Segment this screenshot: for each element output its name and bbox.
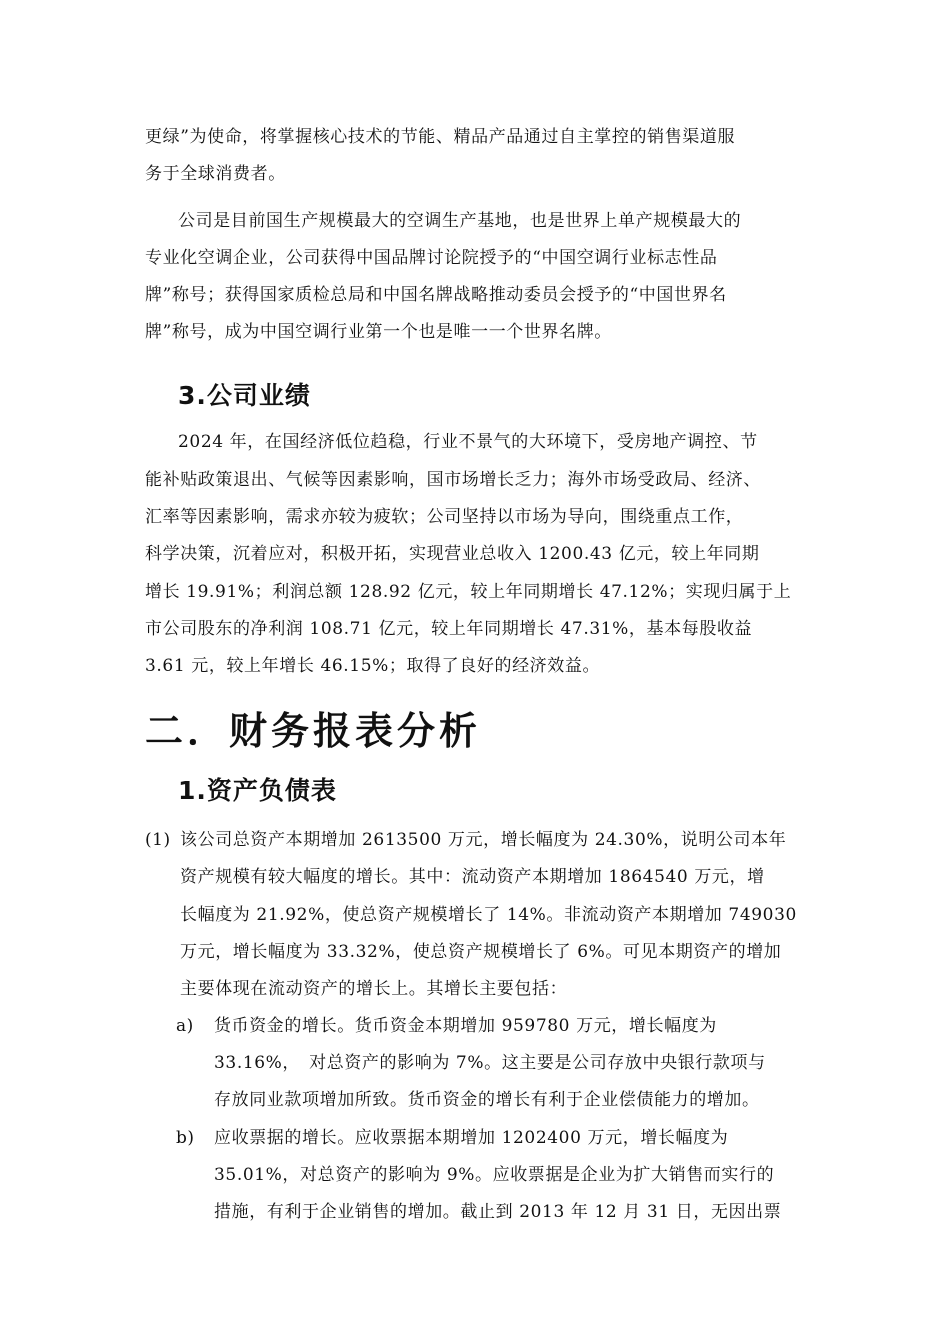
performance-line: 3.61 元，较上年增长 46.15%；取得了良好的经济效益。 [145, 656, 601, 676]
performance-line: 2024 年，在国经济低位趋稳，行业不景气的大环境下，受房地产调控、节 [178, 432, 758, 452]
performance-line: 增长 19.91%；利润总额 128.92 亿元，较上年同期增长 47.12%；实现归属于上 [145, 582, 792, 602]
intro-line: 务于全球消费者。 [145, 164, 286, 184]
performance-line: 能补贴政策退出、气候等因素影响，国市场增长乏力；海外市场受政局、经济、 [145, 470, 761, 490]
balance-item-line: 长幅度为 21.92%，使总资产规模增长了 14%。非流动资产本期增加 749030 [180, 905, 797, 925]
section-heading-balance-sheet: 1.资产负债表 [178, 776, 337, 805]
balance-item-line: 万元，增长幅度为 33.32%，使总资产规模增长了 6%。可见本期资产的增加 [180, 942, 782, 962]
sub-item-b-line: 措施，有利于企业销售的增加。截止到 2013 年 12 月 31 日，无因出票 [214, 1202, 782, 1222]
sub-item-a-line: 货币资金的增长。货币资金本期增加 959780 万元，增长幅度为 [214, 1016, 717, 1036]
list-marker: (1) [145, 830, 171, 850]
sub-item-a-line: 存放同业款项增加所致。货币资金的增长有利于企业偿债能力的增加。 [214, 1090, 760, 1110]
company-para-line: 公司是目前国生产规模最大的空调生产基地，也是世界上单产规模最大的 [178, 211, 742, 231]
intro-line: 更绿”为使命，将掌握核心技术的节能、精品产品通过自主掌控的销售渠道服 [145, 127, 736, 147]
sub-item-b-line: 应收票据的增长。应收票据本期增加 1202400 万元，增长幅度为 [214, 1128, 729, 1148]
sub-list-marker: a) [176, 1016, 194, 1036]
performance-line: 市公司股东的净利润 108.71 亿元，较上年同期增长 47.31%，基本每股收益 [145, 619, 753, 639]
sub-item-a-line: 33.16%， 对总资产的影响为 7%。这主要是公司存放中央银行款项与 [214, 1053, 766, 1073]
balance-item-line: 该公司总资产本期增加 2613500 万元，增长幅度为 24.30%，说明公司本年 [180, 830, 787, 850]
balance-item-line: 主要体现在流动资产的增长上。其增长主要包括： [180, 979, 568, 999]
chapter-heading: 二．财务报表分析 [145, 709, 482, 753]
company-para-line: 专业化空调企业，公司获得中国品牌讨论院授予的“中国空调行业标志性品 [145, 248, 718, 268]
company-para-line: 牌”称号，成为中国空调行业第一个也是唯一一个世界名牌。 [145, 322, 612, 342]
performance-line: 科学决策，沉着应对，积极开拓，实现营业总收入 1200.43 亿元，较上年同期 [145, 544, 760, 564]
sub-list-marker: b) [176, 1128, 195, 1148]
company-para-line: 牌”称号；获得国家质检总局和中国名牌战略推动委员会授予的“中国世界名 [145, 285, 727, 305]
performance-line: 汇率等因素影响，需求亦较为疲软；公司坚持以市场为导向，围绕重点工作， [145, 507, 744, 527]
section-heading-performance: 3.公司业绩 [178, 381, 311, 410]
balance-item-line: 资产规模有较大幅度的增长。其中：流动资产本期增加 1864540 万元，增 [180, 867, 765, 887]
sub-item-b-line: 35.01%，对总资产的影响为 9%。应收票据是企业为扩大销售而实行的 [214, 1165, 775, 1185]
